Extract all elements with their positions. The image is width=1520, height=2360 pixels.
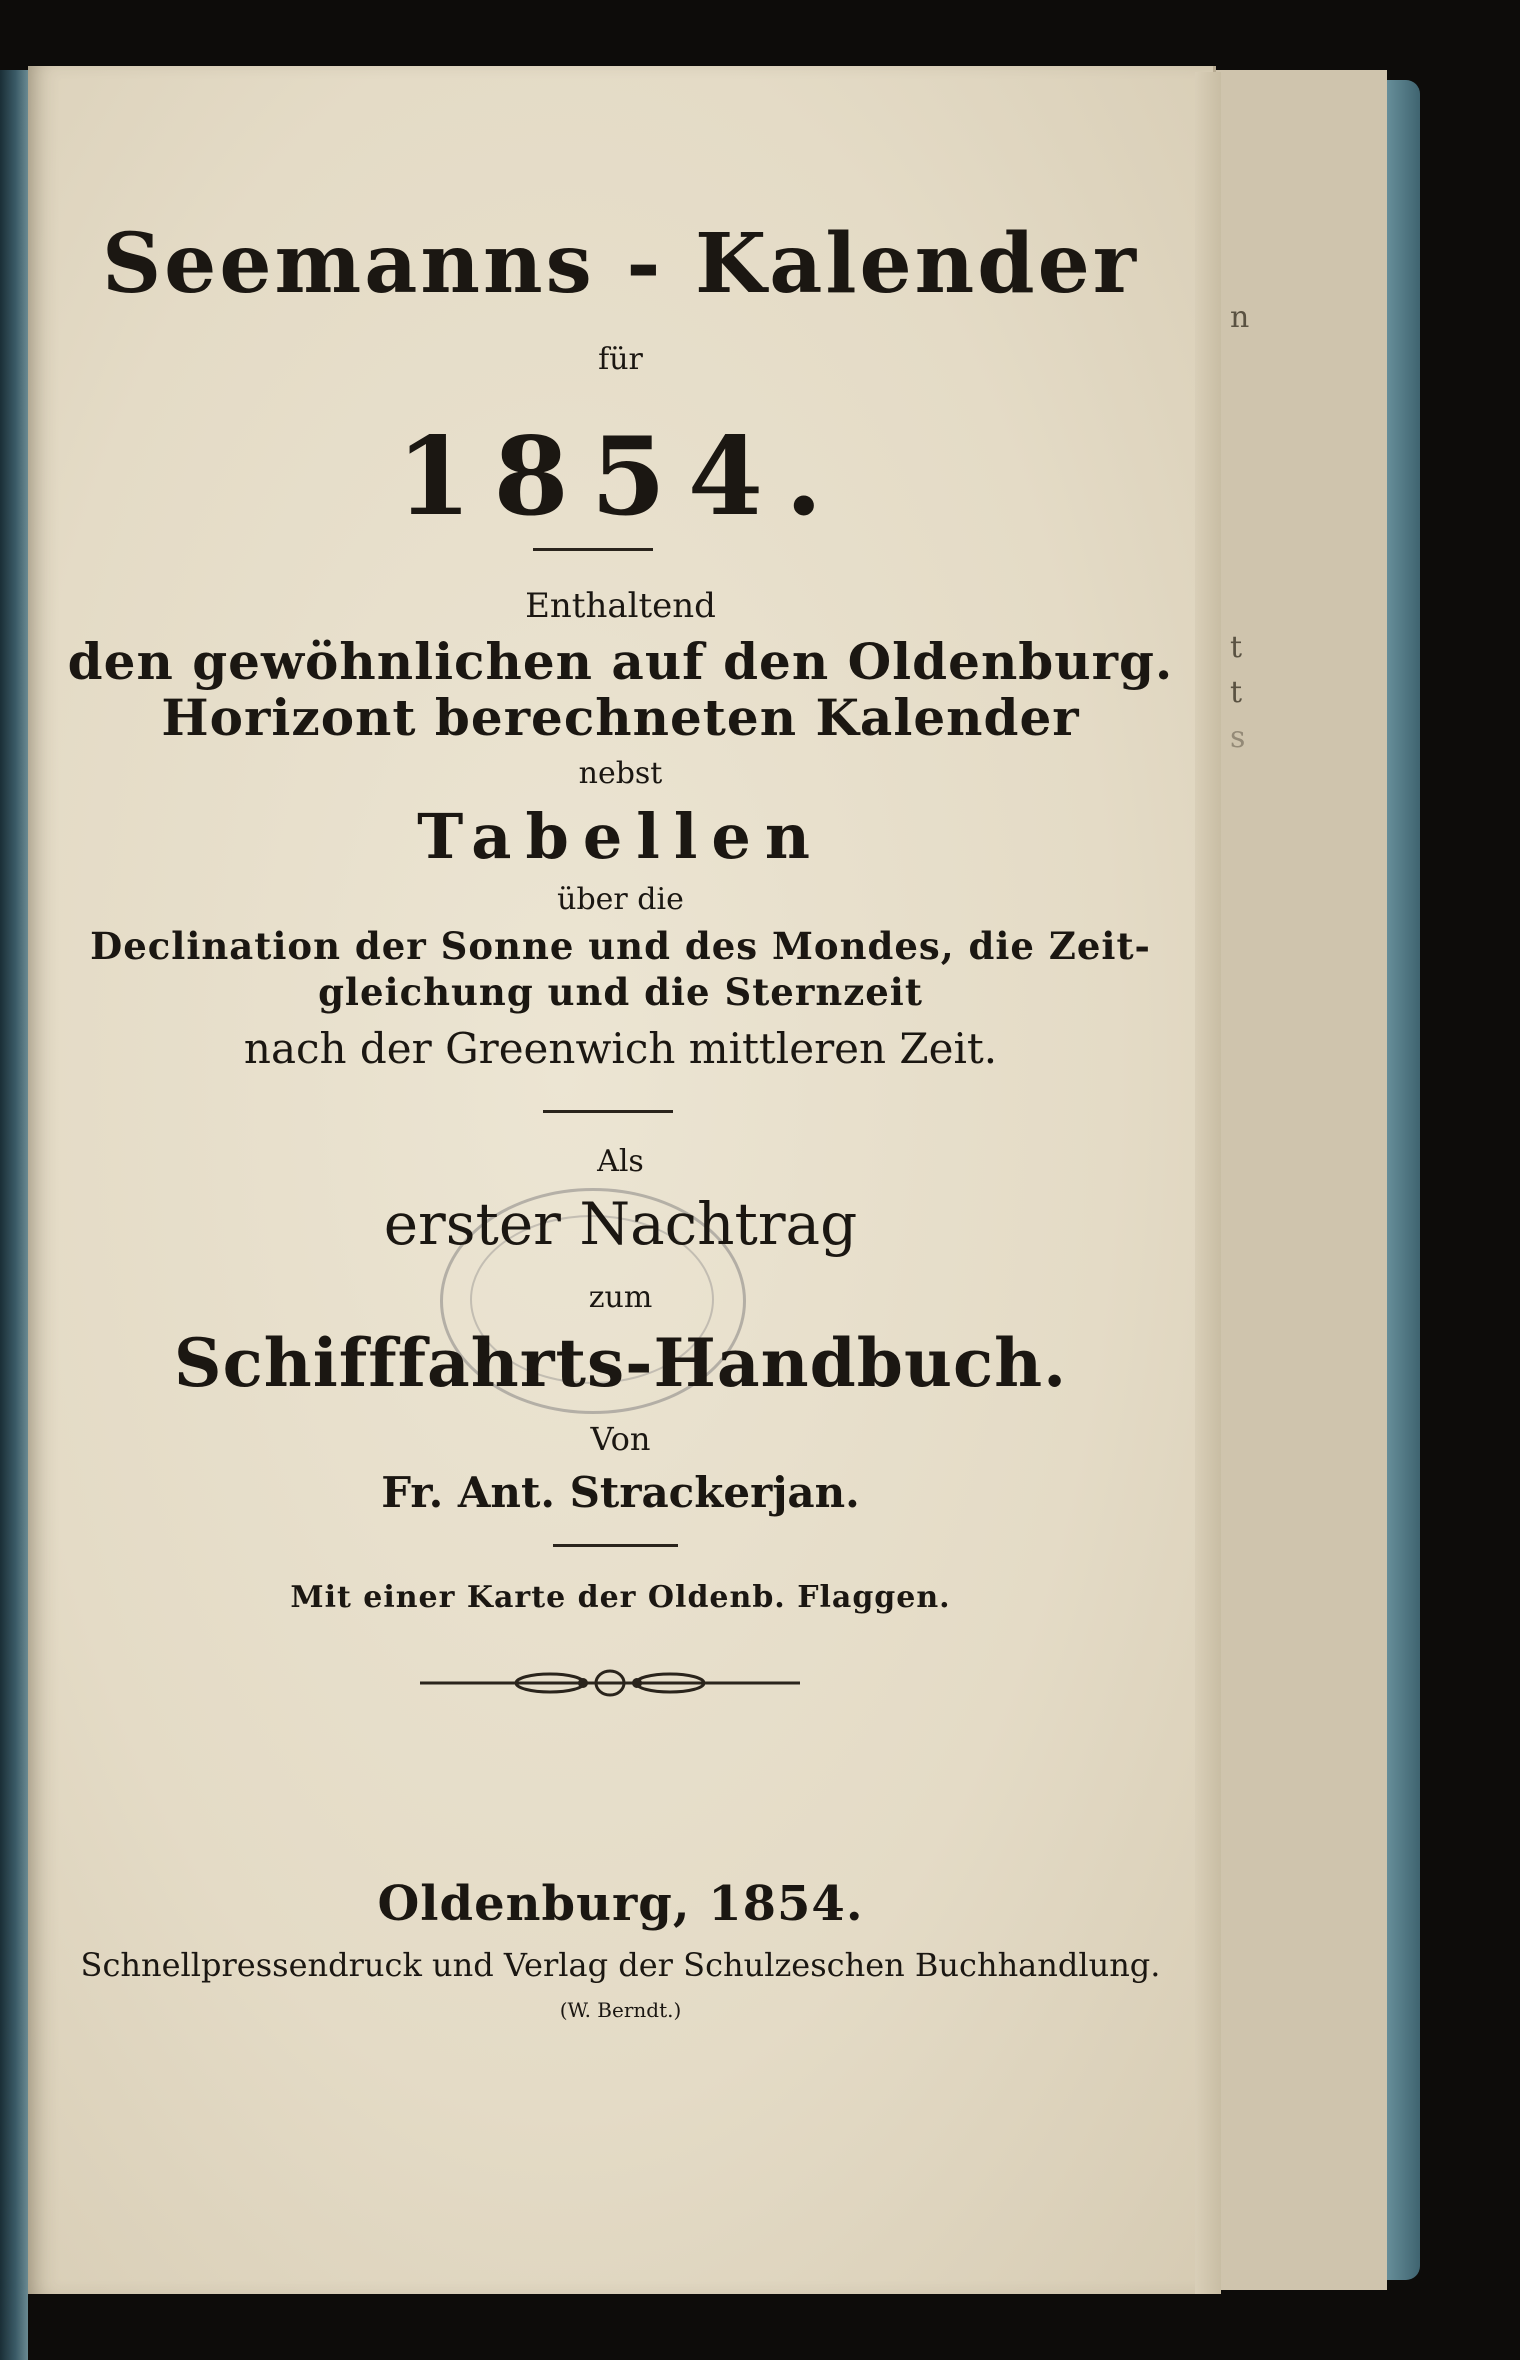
imprint-place-year: Oldenburg, 1854. — [377, 1876, 864, 1932]
edge-glyph: t — [1230, 630, 1243, 665]
nebst-label: nebst — [578, 756, 663, 791]
zum-label: zum — [588, 1280, 653, 1315]
title-page-content — [28, 66, 1213, 2294]
declination-line-1: Declination der Sonne und des Mondes, die Zeit- — [90, 924, 1151, 968]
divider — [553, 1544, 678, 1547]
book-spine-left — [0, 70, 28, 2360]
declination-line-2: gleichung und die Sternzeit — [318, 970, 923, 1014]
handbuch-heading: Schifffahrts-Handbuch. — [173, 1324, 1068, 1402]
edge-glyph: t — [1230, 675, 1243, 710]
imprint-printer: (W. Berndt.) — [559, 1998, 682, 2022]
imprint-publisher: Schnellpressendruck und Verlag der Schulzeschen Buchhandlung. — [80, 1946, 1161, 1984]
year-heading: 1854. — [396, 414, 845, 540]
subtitle-line-1: den gewöhnlichen auf den Oldenburg. — [67, 632, 1174, 691]
ueber-die-label: über die — [557, 882, 684, 917]
als-label: Als — [597, 1144, 644, 1179]
decorative-ornament — [420, 1665, 800, 1701]
declination-line-3: nach der Greenwich mittleren Zeit. — [243, 1024, 998, 1073]
karte-note: Mit einer Karte der Oldenb. Flaggen. — [290, 1580, 951, 1615]
edge-glyph: s — [1230, 720, 1246, 755]
divider — [543, 1110, 673, 1113]
von-label: Von — [590, 1420, 651, 1458]
fuer-label: für — [598, 342, 643, 377]
erster-nachtrag-heading: erster Nachtrag — [383, 1190, 858, 1258]
enthaltend-label: Enthaltend — [525, 586, 716, 626]
author-name: Fr. Ant. Strackerjan. — [381, 1468, 860, 1517]
edge-glyph: n — [1230, 300, 1250, 335]
subtitle-line-2: Horizont berechneten Kalender — [161, 688, 1080, 747]
divider — [533, 548, 653, 551]
book-title: Seemanns - Kalender — [101, 216, 1140, 312]
tabellen-heading: Tabellen — [417, 800, 824, 873]
